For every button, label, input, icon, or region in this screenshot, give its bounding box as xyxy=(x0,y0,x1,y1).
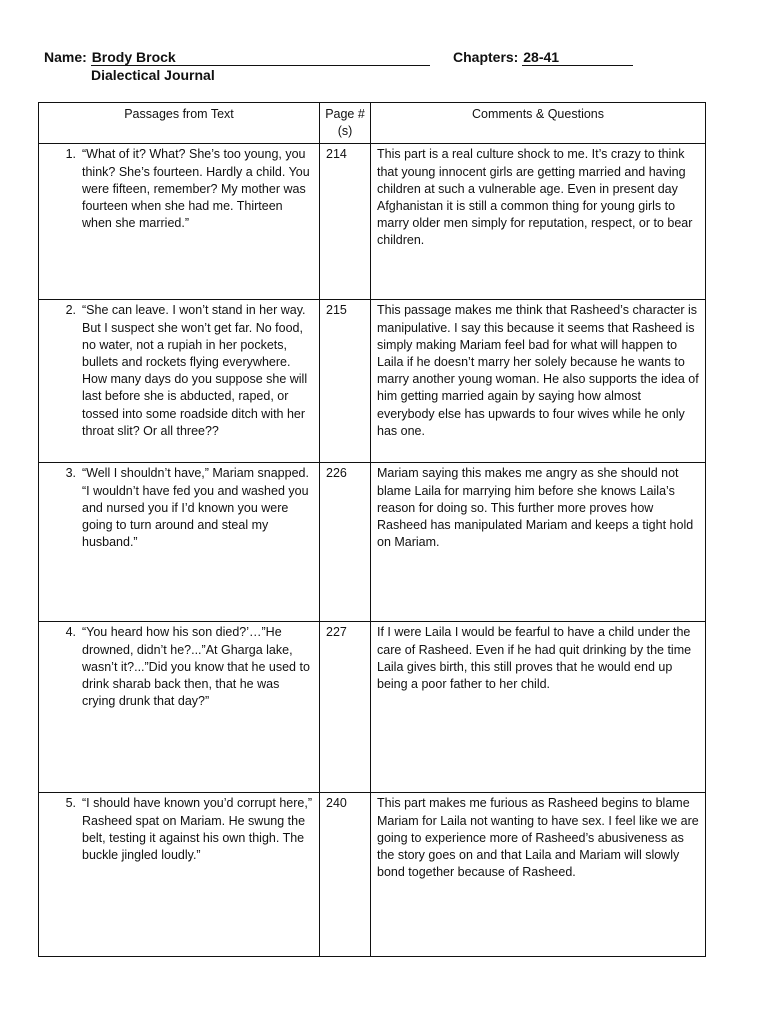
name-label: Name: xyxy=(44,49,87,65)
row-number: 3. xyxy=(65,466,76,481)
passage-text: “You heard how his son died?’…”He drowned, didn’t he?...”At Gharga lake, wasn’t it?...”Did you know that he used to drink sharab back then, that he was crying drunk that day?” xyxy=(82,625,310,709)
passage-text: “She can leave. I won’t stand in her way. But I suspect she won’t get far. No food, no water, not a rupiah in her pockets, bullets and rockets flying everywhere. How many days do you suppose she will last before she is abducted, raped, or tossed into some roadside ditch with her throat slit? Or all three?? xyxy=(82,303,308,438)
comment-text: Mariam saying this makes me angry as she should not blame Laila for marrying him before she knows Laila’s reason for doing so. This further more proves how Rasheed has manipulated Mariam and keeps a tight hold on Mariam. xyxy=(371,463,706,622)
name-value: Brody Brock xyxy=(91,49,430,66)
page-number: 214 xyxy=(320,144,371,300)
passage-text: “What of it? What? She’s too young, you think? She’s fourteen. Hardly a child. You were fifteen, remember? My mother was fourteen when she had me. Thirteen when she married.” xyxy=(82,147,310,231)
comment-text: This passage makes me think that Rasheed’s character is manipulative. I say this because it seems that Rasheed is simply making Mariam feel bad for what will happen to Laila if he doesn’t marry her solely because he wants to marry another young woman. He also supports the idea of him getting married again by saying how almost everybody else has upwards to four wives while he only has one. xyxy=(371,300,706,463)
chapters-label: Chapters: xyxy=(453,49,519,65)
page-number: 215 xyxy=(320,300,371,463)
passage-cell xyxy=(39,793,320,957)
row-number: 2. xyxy=(65,303,76,318)
table-header-row xyxy=(39,103,706,144)
page-number: 226 xyxy=(320,463,371,622)
table-row xyxy=(39,622,706,793)
page-number: 227 xyxy=(320,622,371,793)
table-row xyxy=(39,463,706,622)
comment-text: If I were Laila I would be fearful to have a child under the care of Rasheed. Even if he had quit drinking by the time Laila gives birth, this still proves that he would end up being a poor father to her child. xyxy=(371,622,706,793)
name-line xyxy=(44,49,430,66)
row-number: 1. xyxy=(65,147,76,162)
chapters-value: 28-41 xyxy=(522,49,633,66)
passage-text: “I should have known you’d corrupt here,” Rasheed spat on Mariam. He swung the belt, testing it against his own thigh. The buckle jingled loudly.” xyxy=(82,796,312,863)
passage-text: “Well I shouldn’t have,” Mariam snapped. “I wouldn’t have fed you and washed you and nursed you if I’d known you were going to turn around and steal my husband.” xyxy=(82,466,309,550)
comment-text: This part makes me furious as Rasheed begins to blame Mariam for Laila not wanting to have sex. I feel like we are going to experience more of Rasheed’s abusiveness as the story goes on and that Laila and Mariam will slowly bond together because of Rasheed. xyxy=(371,793,706,957)
document-subtitle: Dialectical Journal xyxy=(91,67,215,83)
column-header-page: Page #(s) xyxy=(320,103,371,144)
column-header-passages: Passages from Text xyxy=(39,103,320,144)
dialectical-journal-table xyxy=(38,102,706,957)
passage-cell xyxy=(39,144,320,300)
passage-cell xyxy=(39,622,320,793)
row-number: 5. xyxy=(65,796,76,811)
table-row xyxy=(39,144,706,300)
page-number: 240 xyxy=(320,793,371,957)
passage-cell xyxy=(39,300,320,463)
comment-text: This part is a real culture shock to me. It’s crazy to think that young innocent girls are getting married and having children at such a vulnerable age. Even in present day Afghanistan it is still a common thing for young girls to marry older men simply for reputation, respect, or to bear children. xyxy=(371,144,706,300)
column-header-comments: Comments & Questions xyxy=(371,103,706,144)
table-row xyxy=(39,300,706,463)
table-row xyxy=(39,793,706,957)
passage-cell xyxy=(39,463,320,622)
row-number: 4. xyxy=(65,625,76,640)
chapters-line xyxy=(453,49,633,66)
